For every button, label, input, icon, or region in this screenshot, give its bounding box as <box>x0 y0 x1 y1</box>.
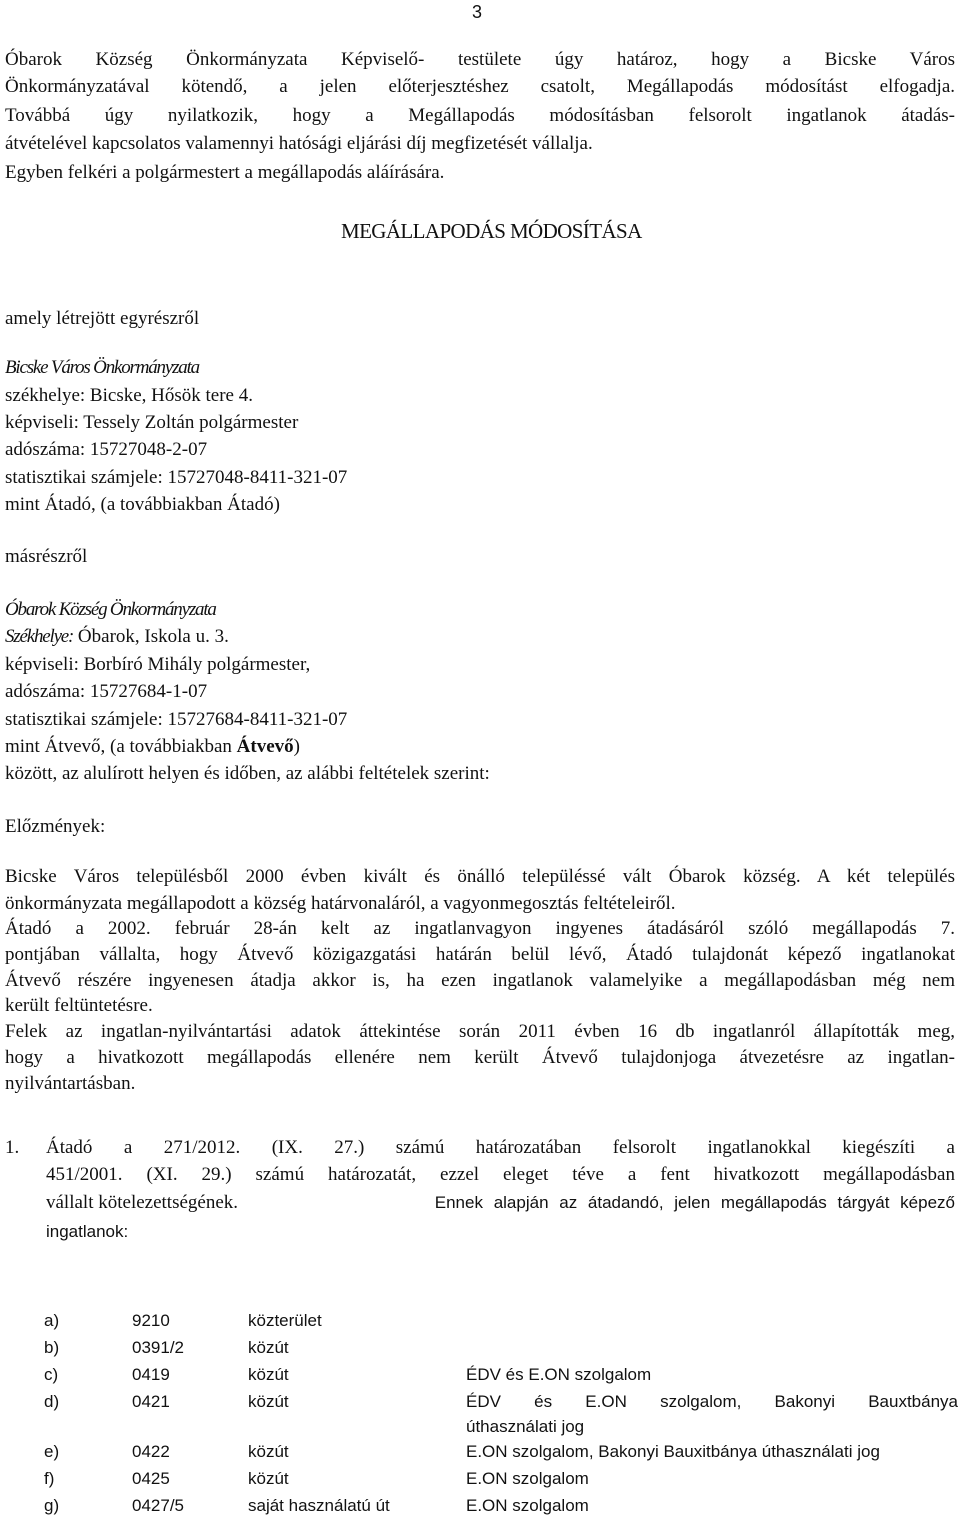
party2-seat <box>5 624 229 650</box>
item-parcel: 0425 <box>132 1469 170 1488</box>
party1-seat: székhelye: Bicske, Hősök tere 4. <box>5 385 253 406</box>
history-line-1: Bicske Város településből 2000 évben kivált és önálló településsé vált Óbarok község. A két település <box>5 866 955 887</box>
history-line-8: hogy a hivatkozott megállapodás ellenére nem került Átvevő tulajdonjoga átvezetésre az ingatlan- <box>5 1047 955 1068</box>
item-label: c) <box>44 1365 59 1384</box>
item-note-line-1: ÉDV és E.ON szolgalom, Bakonyi Bauxtbánya <box>466 1392 958 1411</box>
party2-role-suffix: ) <box>293 736 300 757</box>
party1-representative: képviseli: Tessely Zoltán polgármester <box>5 412 299 433</box>
item-note <box>466 1335 958 1362</box>
property-row <box>44 1308 958 1335</box>
item-label: f) <box>44 1469 55 1488</box>
intro-line-3: Továbbá úgy nyilatkozik, hogy a Megállapodás módosításban felsorolt ingatlanok átadás- <box>5 105 955 126</box>
property-list <box>44 1308 958 1520</box>
item-type: saját használatú út <box>248 1496 390 1515</box>
item-type: közút <box>248 1392 289 1411</box>
item-note <box>466 1308 958 1335</box>
item-note-line-2: úthasználati jog <box>466 1417 585 1436</box>
history-line-6: került feltüntetésre. <box>5 995 153 1016</box>
item-parcel: 0422 <box>132 1442 170 1461</box>
point1-line-3-part-a: vállalt kötelezettségének. <box>46 1192 239 1213</box>
item-parcel: 0421 <box>132 1392 170 1411</box>
item-parcel: 9210 <box>132 1311 170 1330</box>
intro-line-5: Egyben felkéri a polgármestert a megállapodás aláírására. <box>5 162 445 183</box>
history-line-7: Felek az ingatlan-nyilvántartási adatok áttekintése során 2011 évben 16 db ingatlanról állapították meg, <box>5 1021 955 1042</box>
property-row <box>44 1389 958 1439</box>
item-label: a) <box>44 1311 60 1330</box>
item-type: közút <box>248 1365 289 1384</box>
property-row <box>44 1493 958 1520</box>
property-row <box>44 1362 958 1389</box>
property-row <box>44 1466 958 1493</box>
party2-tax-number: adószáma: 15727684-1-07 <box>5 681 208 702</box>
history-heading: Előzmények: <box>5 816 106 837</box>
item-label: b) <box>44 1338 60 1357</box>
party2-name: Óbarok Község Önkormányzata <box>5 599 216 620</box>
between-clause: között, az alulírott helyen és időben, az alábbi feltételek szerint: <box>5 763 490 784</box>
party1-name: Bicske Város Önkormányzata <box>5 357 199 378</box>
item-note: E.ON szolgalom, Bakonyi Bauxitbánya úthasználati jog <box>466 1442 880 1461</box>
page-number: 3 <box>472 2 483 22</box>
item-type: közút <box>248 1442 289 1461</box>
property-row <box>44 1335 958 1362</box>
other-side-label: másrészről <box>5 546 88 567</box>
party1-tax-number: adószáma: 15727048-2-07 <box>5 439 208 460</box>
item-note: E.ON szolgalom <box>466 1496 589 1515</box>
item-note: ÉDV és E.ON szolgalom <box>466 1365 652 1384</box>
item-type: közterület <box>248 1311 322 1330</box>
party2-role-bold: Átvevő <box>236 736 294 757</box>
item-label: g) <box>44 1496 60 1515</box>
party1-stat-number: statisztikai számjele: 15727048-8411-321-07 <box>5 467 348 488</box>
item-type: közút <box>248 1469 289 1488</box>
party2-representative: képviseli: Borbíró Mihály polgármester, <box>5 654 311 675</box>
history-line-9: nyilvántartásban. <box>5 1073 136 1094</box>
item-parcel: 0391/2 <box>132 1338 184 1357</box>
history-line-3: Átadó a 2002. február 28-án kelt az ingatlanvagyon ingyenes átadásáról szóló megállapodás 7. <box>5 918 955 939</box>
party2-seat-value: Óbarok, Iskola u. 3. <box>73 626 229 647</box>
history-line-2: önkormányzata megállapodott a község határvonaláról, a vagyonmegosztás feltételeiről. <box>5 893 676 914</box>
item-label: e) <box>44 1442 60 1461</box>
point1-line-3-part-b: Ennek alapján az átadandó, jelen megállapodás tárgyát képező <box>434 1193 955 1212</box>
party2-seat-label: Székhelye: <box>5 626 74 647</box>
intro-line-2: Önkormányzatával kötendő, a jelen előterjesztéshez csatolt, Megállapodás módosítást elfogadja. <box>5 76 955 97</box>
party1-role: mint Átadó, (a továbbiakban Átadó) <box>5 494 280 515</box>
item-note <box>466 1389 958 1439</box>
history-line-5: Átvevő részére ingyenesen átadja akkor is, ha ezen ingatlanok valamelyike a megállapodásban még nem <box>5 970 955 991</box>
item-note: E.ON szolgalom <box>466 1469 589 1488</box>
point1-line-2: 451/2001. (XI. 29.) számú határozatát, ezzel eleget téve a fent hivatkozott megállapodásban <box>46 1164 955 1185</box>
point1-number: 1. <box>5 1137 20 1158</box>
property-row <box>44 1439 958 1466</box>
point1-line-1: Átadó a 271/2012. (IX. 27.) számú határozatában felsorolt ingatlanokkal kiegészíti a <box>46 1137 955 1158</box>
party2-stat-number: statisztikai számjele: 15727684-8411-321-07 <box>5 709 348 730</box>
point1-line-3 <box>46 1190 955 1216</box>
intro-line-4: átvételével kapcsolatos valamennyi hatósági eljárási díj megfizetését vállalja. <box>5 133 593 154</box>
agreement-title: MEGÁLLAPODÁS MÓDOSÍTÁSA <box>341 219 642 243</box>
party2-role <box>5 734 300 760</box>
party-intro: amely létrejött egyrészről <box>5 308 200 329</box>
history-line-4: pontjában vállalta, hogy Átvevő közigazgatási határán belül lévő, Átadó tulajdonát képező ingatlanokat <box>5 944 955 965</box>
item-parcel: 0419 <box>132 1365 170 1384</box>
party2-role-prefix: mint Átvevő, (a továbbiakban <box>5 736 237 757</box>
item-type: közút <box>248 1338 289 1357</box>
point1-line-4: ingatlanok: <box>46 1222 129 1241</box>
intro-line-1: Óbarok Község Önkormányzata Képviselő- testülete úgy határoz, hogy a Bicske Város <box>5 49 955 70</box>
item-parcel: 0427/5 <box>132 1496 184 1515</box>
item-label: d) <box>44 1392 60 1411</box>
